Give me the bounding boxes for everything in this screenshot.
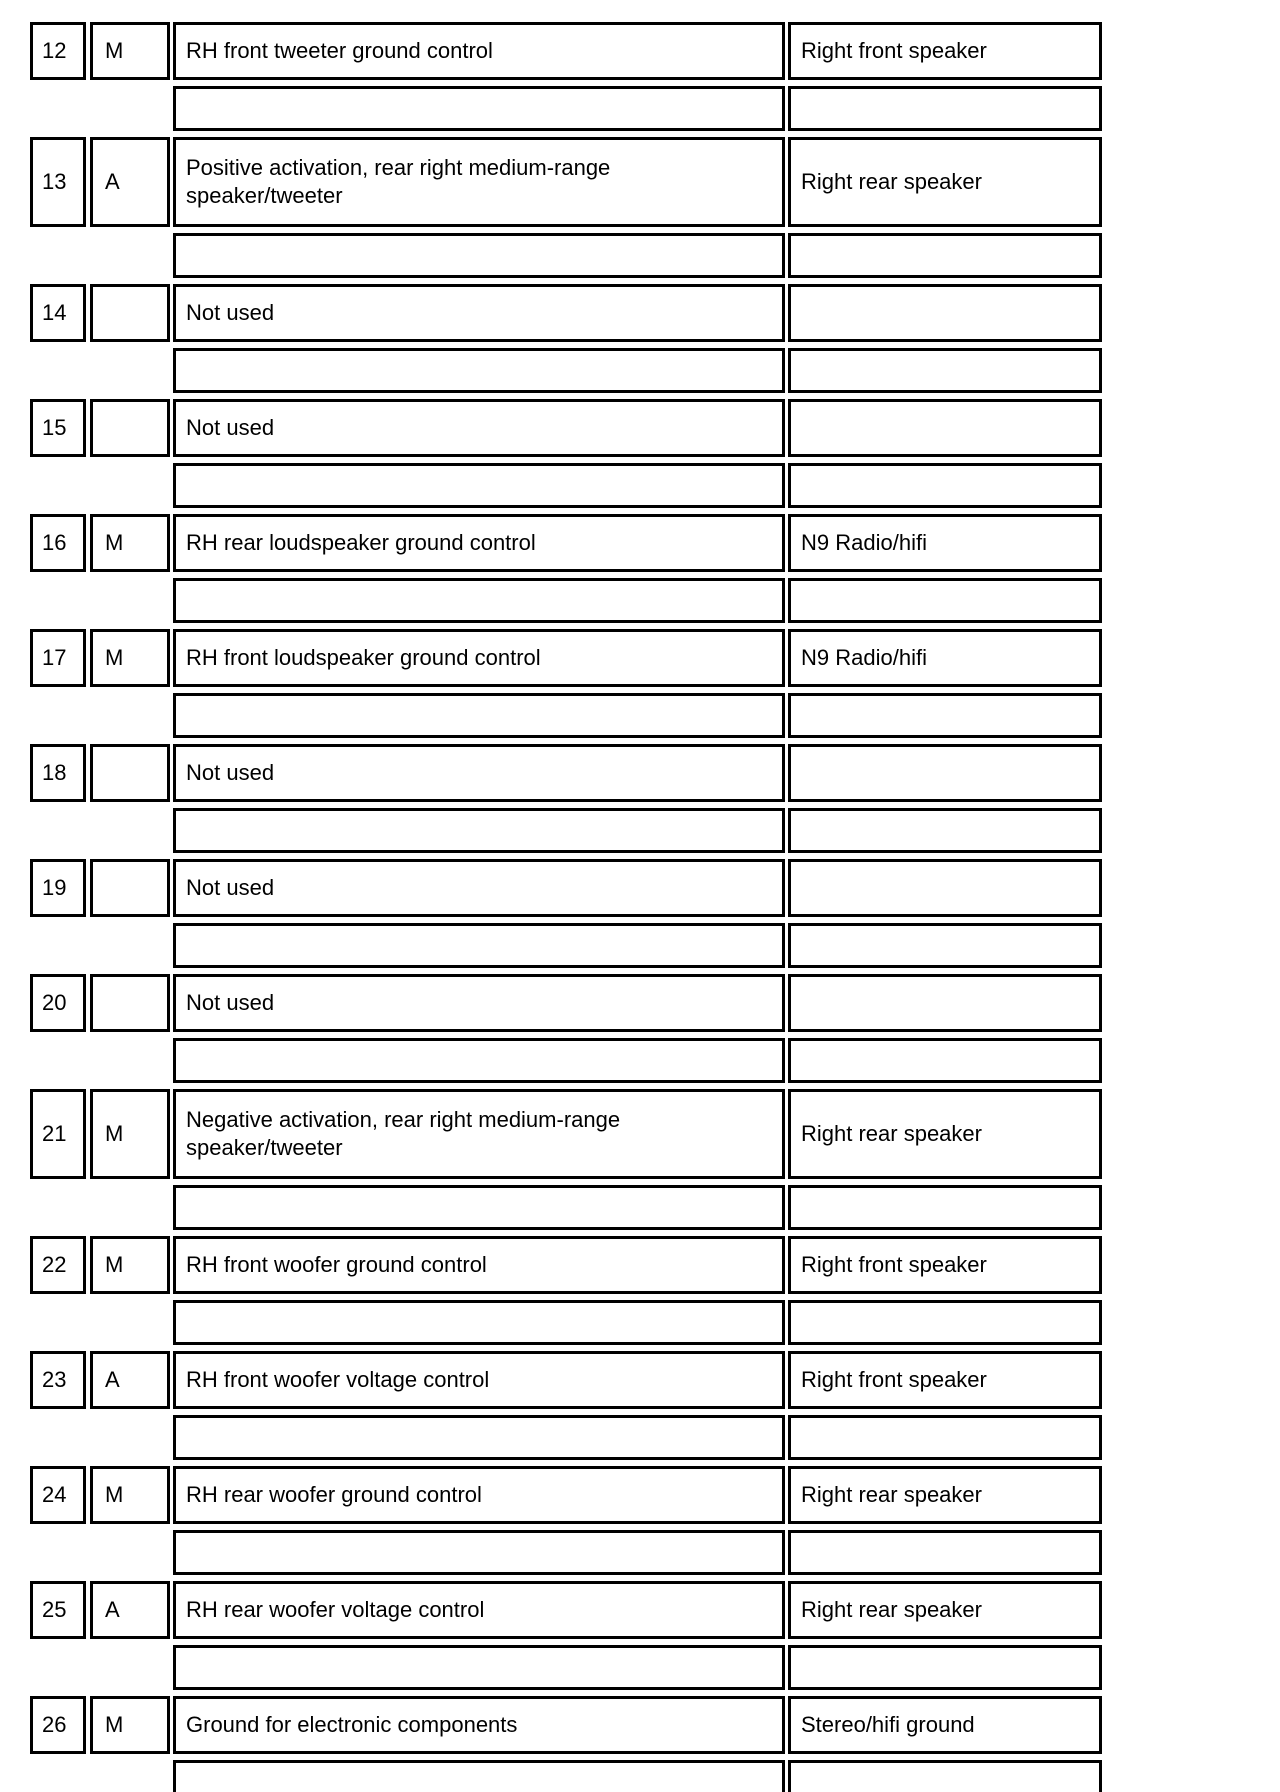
connection-cell: Right rear speaker (788, 1089, 1102, 1179)
connection-cell: Right rear speaker (788, 137, 1102, 227)
signal-type-cell (90, 974, 170, 1032)
empty-connection-cell (788, 348, 1102, 393)
connection-cell: Right rear speaker (788, 1581, 1102, 1639)
empty-connection-cell (788, 86, 1102, 131)
description-cell: RH rear loudspeaker ground control (173, 514, 785, 572)
signal-type-cell (90, 744, 170, 802)
spacer-left-gap (30, 578, 173, 623)
table-row (30, 974, 1102, 1032)
empty-connection-cell (788, 1760, 1102, 1792)
signal-type-cell: M (90, 1466, 170, 1524)
description-cell: RH front loudspeaker ground control (173, 629, 785, 687)
signal-type-cell: M (90, 1696, 170, 1754)
empty-description-cell (173, 1185, 785, 1230)
table-row (30, 1466, 1102, 1524)
description-cell: RH rear woofer ground control (173, 1466, 785, 1524)
pin-number-cell: 17 (30, 629, 86, 687)
spacer-row (30, 86, 1102, 131)
empty-connection-cell (788, 808, 1102, 853)
table-row (30, 137, 1102, 227)
spacer-left-gap (30, 463, 173, 508)
empty-description-cell (173, 463, 785, 508)
pin-number-cell: 16 (30, 514, 86, 572)
table-row (30, 284, 1102, 342)
empty-description-cell (173, 1645, 785, 1690)
spacer-left-gap (30, 348, 173, 393)
spacer-left-gap (30, 233, 173, 278)
empty-description-cell (173, 1760, 785, 1792)
spacer-left-gap (30, 1530, 173, 1575)
empty-connection-cell (788, 1038, 1102, 1083)
connection-cell (788, 399, 1102, 457)
empty-description-cell (173, 923, 785, 968)
connection-cell: Right rear speaker (788, 1466, 1102, 1524)
description-cell: Not used (173, 744, 785, 802)
spacer-row (30, 1645, 1102, 1690)
pin-number-cell: 22 (30, 1236, 86, 1294)
connection-cell: Right front speaker (788, 1351, 1102, 1409)
signal-type-cell: M (90, 1236, 170, 1294)
description-cell: Not used (173, 859, 785, 917)
table-row (30, 22, 1102, 80)
signal-type-cell: A (90, 1581, 170, 1639)
empty-description-cell (173, 1038, 785, 1083)
empty-connection-cell (788, 1415, 1102, 1460)
pin-number-cell: 24 (30, 1466, 86, 1524)
connection-cell (788, 744, 1102, 802)
table-row (30, 1581, 1102, 1639)
empty-description-cell (173, 86, 785, 131)
table-row (30, 1236, 1102, 1294)
signal-type-cell (90, 399, 170, 457)
empty-connection-cell (788, 693, 1102, 738)
spacer-left-gap (30, 1185, 173, 1230)
description-cell: Not used (173, 284, 785, 342)
empty-connection-cell (788, 1530, 1102, 1575)
signal-type-cell: A (90, 137, 170, 227)
empty-description-cell (173, 578, 785, 623)
empty-connection-cell (788, 578, 1102, 623)
empty-description-cell (173, 1300, 785, 1345)
signal-type-cell: M (90, 514, 170, 572)
table-row (30, 399, 1102, 457)
table-row (30, 1696, 1102, 1754)
empty-description-cell (173, 1530, 785, 1575)
table-row (30, 1089, 1102, 1179)
table-row (30, 859, 1102, 917)
pin-number-cell: 21 (30, 1089, 86, 1179)
connection-cell (788, 974, 1102, 1032)
spacer-row (30, 1038, 1102, 1083)
spacer-row (30, 808, 1102, 853)
spacer-row (30, 1300, 1102, 1345)
pin-number-cell: 23 (30, 1351, 86, 1409)
spacer-row (30, 233, 1102, 278)
spacer-left-gap (30, 1415, 173, 1460)
spacer-left-gap (30, 923, 173, 968)
signal-type-cell (90, 284, 170, 342)
connection-cell (788, 859, 1102, 917)
spacer-left-gap (30, 86, 173, 131)
pin-assignment-table (30, 22, 1102, 1792)
pin-number-cell: 14 (30, 284, 86, 342)
spacer-left-gap (30, 1038, 173, 1083)
pin-number-cell: 19 (30, 859, 86, 917)
empty-connection-cell (788, 923, 1102, 968)
description-cell: Positive activation, rear right medium-range speaker/tweeter (173, 137, 785, 227)
description-cell: RH front woofer voltage control (173, 1351, 785, 1409)
description-cell: Negative activation, rear right medium-range speaker/tweeter (173, 1089, 785, 1179)
empty-connection-cell (788, 233, 1102, 278)
spacer-row (30, 693, 1102, 738)
connection-cell: Right front speaker (788, 22, 1102, 80)
pin-number-cell: 25 (30, 1581, 86, 1639)
table-row (30, 744, 1102, 802)
connection-cell: Stereo/hifi ground (788, 1696, 1102, 1754)
spacer-row (30, 1760, 1102, 1792)
spacer-row (30, 463, 1102, 508)
description-cell: RH front woofer ground control (173, 1236, 785, 1294)
spacer-row (30, 923, 1102, 968)
description-cell: Ground for electronic components (173, 1696, 785, 1754)
description-cell: RH front tweeter ground control (173, 22, 785, 80)
empty-description-cell (173, 808, 785, 853)
description-cell: RH rear woofer voltage control (173, 1581, 785, 1639)
empty-description-cell (173, 693, 785, 738)
table-row (30, 629, 1102, 687)
spacer-row (30, 1530, 1102, 1575)
empty-description-cell (173, 1415, 785, 1460)
connection-cell: N9 Radio/hifi (788, 514, 1102, 572)
spacer-left-gap (30, 1645, 173, 1690)
connection-cell: N9 Radio/hifi (788, 629, 1102, 687)
spacer-row (30, 1185, 1102, 1230)
spacer-left-gap (30, 1300, 173, 1345)
pin-number-cell: 15 (30, 399, 86, 457)
spacer-row (30, 1415, 1102, 1460)
pin-number-cell: 26 (30, 1696, 86, 1754)
spacer-row (30, 348, 1102, 393)
empty-connection-cell (788, 1300, 1102, 1345)
signal-type-cell: M (90, 22, 170, 80)
connection-cell: Right front speaker (788, 1236, 1102, 1294)
pin-number-cell: 13 (30, 137, 86, 227)
empty-connection-cell (788, 1645, 1102, 1690)
empty-connection-cell (788, 1185, 1102, 1230)
spacer-row (30, 578, 1102, 623)
table-row (30, 514, 1102, 572)
pin-number-cell: 18 (30, 744, 86, 802)
spacer-left-gap (30, 1760, 173, 1792)
signal-type-cell: M (90, 1089, 170, 1179)
table-row (30, 1351, 1102, 1409)
signal-type-cell: M (90, 629, 170, 687)
empty-connection-cell (788, 463, 1102, 508)
pin-number-cell: 12 (30, 22, 86, 80)
description-cell: Not used (173, 974, 785, 1032)
connection-cell (788, 284, 1102, 342)
empty-description-cell (173, 233, 785, 278)
pin-number-cell: 20 (30, 974, 86, 1032)
spacer-left-gap (30, 808, 173, 853)
spacer-left-gap (30, 693, 173, 738)
description-cell: Not used (173, 399, 785, 457)
empty-description-cell (173, 348, 785, 393)
signal-type-cell: A (90, 1351, 170, 1409)
signal-type-cell (90, 859, 170, 917)
